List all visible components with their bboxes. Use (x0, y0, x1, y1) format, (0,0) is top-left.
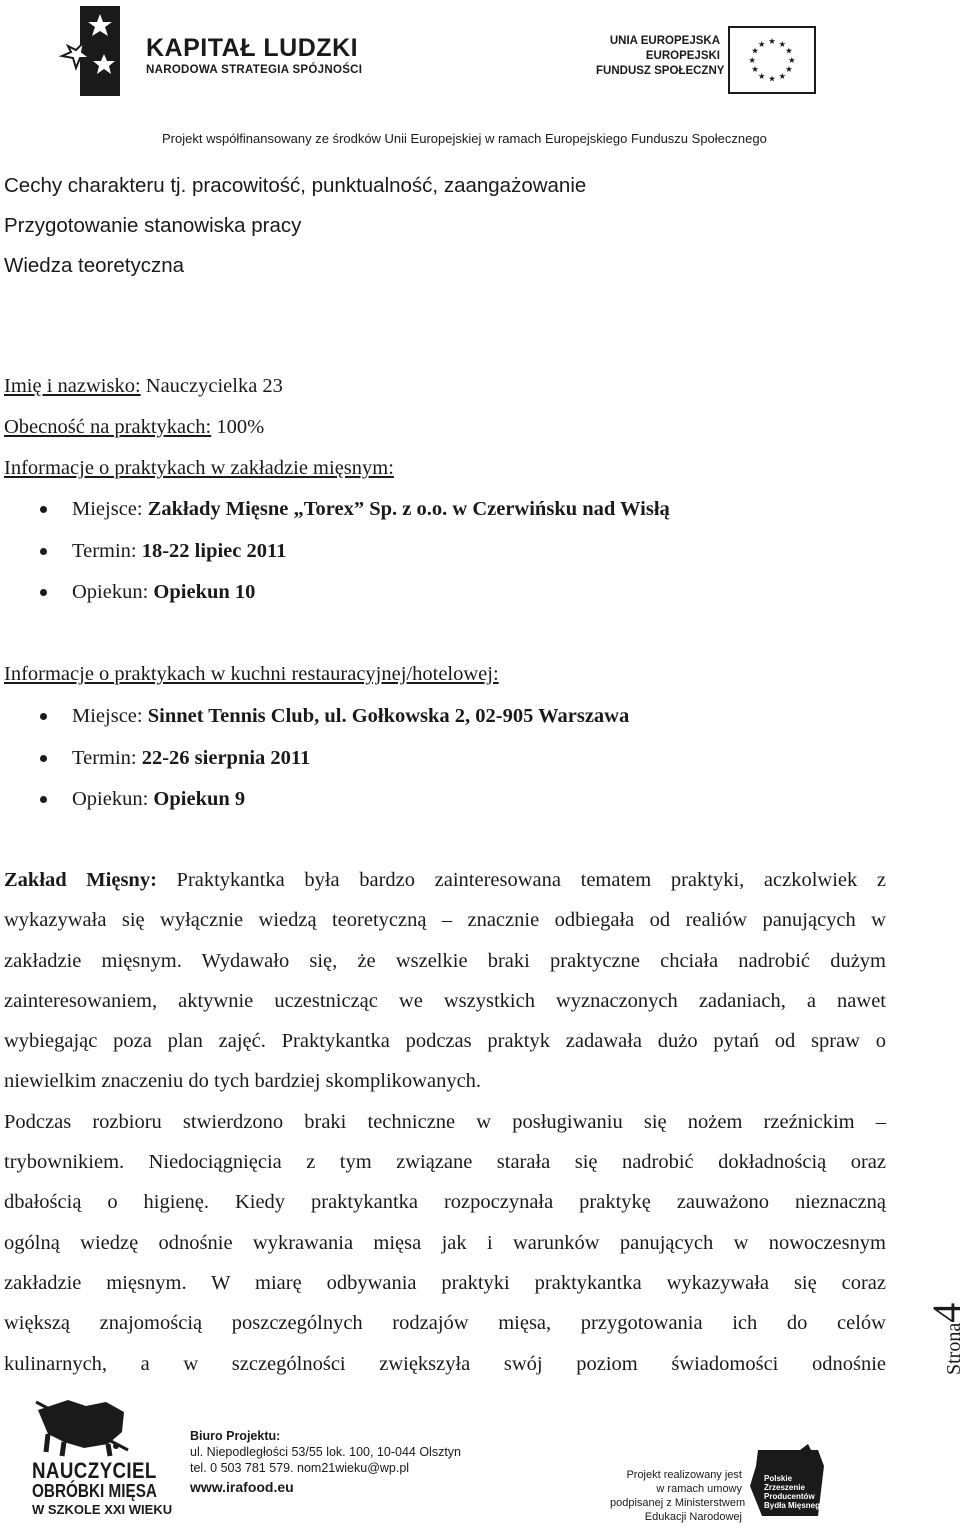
svg-text:★: ★ (778, 70, 787, 81)
eu-label (596, 34, 725, 79)
contract-line4: Edukacji Narodowej (644, 1511, 742, 1523)
evaluation-line: Podczas rozbioru stwierdzono braki techniczne w posługiwaniu się nożem rzeźnickim – (4, 1110, 886, 1133)
svg-text:★: ★ (787, 54, 796, 65)
bullet-icon (40, 548, 47, 555)
place-value: Sinnet Tennis Club, ul. Gołkowska 2, 02-905 Warszawa (147, 705, 630, 727)
footer-logo-line3: W SZKOLE XXI WIEKU (32, 1502, 173, 1517)
assoc-line3: Producentów (764, 1492, 815, 1501)
place-label: Miejsce: (72, 705, 143, 727)
evaluation-line: kulinarnych, a w szczególności zwiększyła swój poziom świadomości odnośnie (4, 1352, 886, 1375)
tutor-value: Opiekun 10 (153, 581, 256, 603)
evaluation-line: trybownikiem. Niedociągnięcia z tym związane starała się nadrobić dokładnością oraz (4, 1151, 886, 1174)
footer-logo-line2: OBRÓBKI MIĘSA (32, 1481, 157, 1501)
contract-line2: w ramach umowy (656, 1483, 742, 1495)
logo-title: KAPITAŁ LUDZKI (146, 34, 359, 62)
evaluation-line: wybiegając poza plan zajęć. Praktykantka podczas praktyk zadawała dużo pytań od spraw o (4, 1030, 886, 1053)
evaluation-text (4, 860, 886, 1384)
kitchen-tutor (72, 787, 245, 811)
assoc-line1: Polskie (764, 1474, 793, 1483)
bullet-icon (40, 506, 47, 513)
svg-text:★: ★ (785, 45, 793, 56)
tutor-label: Opiekun: (72, 581, 149, 603)
bullet-icon (40, 713, 47, 720)
term-value: 22-26 sierpnia 2011 (141, 747, 311, 769)
assoc-line4: Bydła Mięsnego (764, 1501, 825, 1510)
evaluation-line: ogólną wiedzę odnośnie wykrawania mięsa jak i warunków panujących w nowoczesnym (4, 1231, 886, 1254)
attendance-row (4, 415, 264, 439)
logo-subtitle: NARODOWA STRATEGIA SPÓJNOŚCI (146, 64, 363, 76)
attendance-label: Obecność na praktykach: (4, 416, 212, 438)
assoc-line2: Zrzeszenie (764, 1483, 805, 1492)
evaluation-line: zakładzie mięsnym. Wydawało się, że wszelkie braki praktyczne chciała nadrobić dużym (4, 949, 886, 972)
cofinancing-note: Projekt współfinansowany ze środków Unii Europejskiej w ramach Europejskiego Funduszu Społecznego (162, 131, 767, 146)
contract-note (610, 1468, 746, 1524)
eu-flag-icon (728, 26, 816, 94)
evaluation-line: większą znajomością poszczególnych rodzajów mięsa, przygotowania ich do celów (4, 1312, 886, 1335)
office-contact: tel. 0 503 781 579. nom21wieku@wp.pl (190, 1461, 410, 1475)
attendance-value: 100% (216, 416, 265, 438)
term-label: Termin: (72, 747, 137, 769)
place-value: Zakłady Mięsne „Torex” Sp. z o.o. w Czerwińsku nad Wisłą (147, 498, 670, 520)
intro-line-3: Wiedza teoretyczna (4, 254, 185, 277)
kitchen-heading: Informacje o praktykach w kuchni restauracyjnej/hotelowej: (4, 663, 499, 685)
contract-line1: Projekt realizowany jest (626, 1469, 742, 1481)
svg-text:★: ★ (778, 38, 787, 49)
svg-text:★: ★ (751, 64, 759, 75)
tutor-label: Opiekun: (72, 788, 149, 810)
place-label: Miejsce: (72, 498, 143, 520)
bullet-icon (40, 796, 47, 803)
term-label: Termin: (72, 540, 137, 562)
svg-text:★: ★ (748, 54, 757, 65)
svg-text:★: ★ (768, 73, 776, 84)
svg-text:★: ★ (757, 38, 766, 49)
eu-label-line2: EUROPEJSKI (645, 50, 720, 62)
page-header (0, 0, 960, 160)
evaluation-line: zainteresowaniem, aktywnie uczestnicząc we wszystkich wyznaczonych zadaniach, a nawet (4, 989, 886, 1012)
page-number-value: 4 (924, 1302, 969, 1323)
svg-text:★: ★ (751, 45, 759, 56)
evaluation-line: zakładzie mięsnym. W miarę odbywania praktyki praktykantka wykazywała się coraz (4, 1271, 886, 1294)
tutor-value: Opiekun 9 (153, 788, 246, 810)
office-heading: Biuro Projektu: (190, 1429, 281, 1443)
page-number (923, 1275, 969, 1375)
kitchen-term (72, 746, 310, 770)
svg-text:★: ★ (768, 36, 776, 46)
eu-label-line3: FUNDUSZ SPOŁECZNY (596, 65, 725, 77)
intro-line-2: Przygotowanie stanowiska pracy (4, 214, 302, 237)
eu-label-line1: UNIA EUROPEJSKA (609, 35, 720, 47)
kitchen-place (72, 704, 629, 728)
bullet-icon (40, 755, 47, 762)
contract-line3: podpisanej z Ministerstwem (610, 1497, 746, 1509)
office-address: ul. Niepodległości 53/55 lok. 100, 10-044 Olsztyn (190, 1445, 461, 1459)
evaluation-line: dbałością o higienę. Kiedy praktykantka rozpoczynała praktykę zauważono nieznaczną (4, 1191, 886, 1214)
evaluation-line: wykazywała się wyłącznie wiedzą teoretyczną – znacznie odbiegała od realiów panujących w (4, 909, 886, 932)
meat-plant-term (72, 539, 286, 563)
footer-logo-line1: NAUCZYCIEL (32, 1458, 157, 1483)
project-office (190, 1428, 461, 1495)
intro-line-1: Cechy charakteru tj. pracowitość, punktualność, zaangażowanie (4, 174, 587, 197)
svg-text:★: ★ (785, 64, 793, 75)
student-name-value: Nauczycielka 23 (145, 375, 283, 397)
meat-plant-place (72, 497, 670, 521)
office-website: www.irafood.eu (190, 1479, 294, 1495)
student-name-label: Imię i nazwisko: (4, 375, 141, 397)
student-name-row (4, 374, 283, 398)
bullet-icon (40, 589, 47, 596)
evaluation-line (4, 860, 886, 900)
meat-plant-heading: Informacje o praktykach w zakładzie mięsnym: (4, 457, 394, 479)
association-label (764, 1474, 825, 1510)
svg-text:★: ★ (757, 70, 766, 81)
meat-plant-tutor (72, 580, 255, 604)
evaluation-label: Zakład Mięsny: (4, 869, 157, 891)
evaluation-first-line: Praktykantka była bardzo zainteresowana tematem praktyki, aczkolwiek z (156, 869, 886, 891)
page-number-label: Strona (943, 1322, 965, 1375)
evaluation-line: niewielkim znaczeniu do tych bardziej skomplikowanych. (4, 1070, 482, 1093)
term-value: 18-22 lipiec 2011 (141, 540, 287, 562)
kapital-ludzki-logo (62, 6, 138, 98)
